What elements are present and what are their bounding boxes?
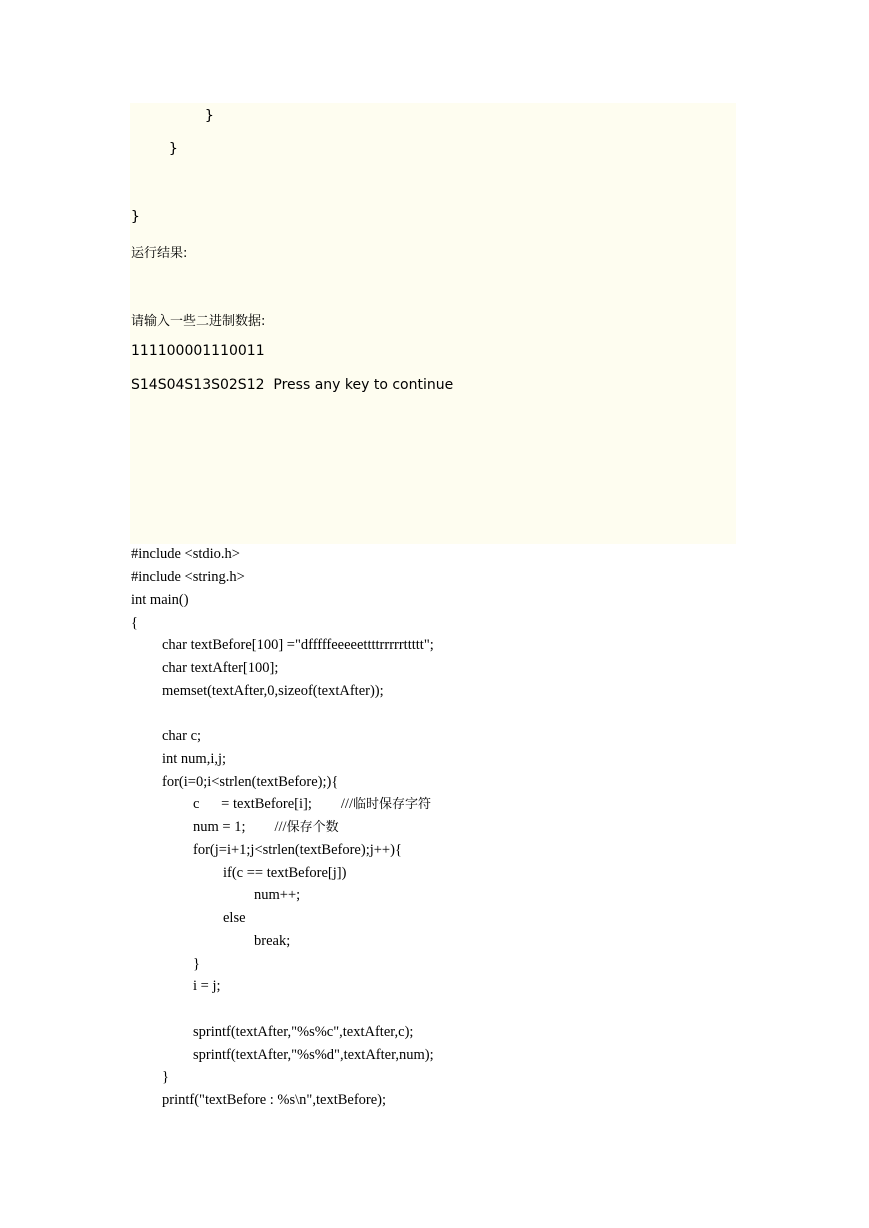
output-value: S14S04S13S02S12 Press any key to continue [131, 377, 454, 393]
code-line [193, 796, 431, 813]
code-line: char textAfter[100]; [162, 660, 279, 676]
code-line: } [193, 956, 200, 972]
code-line: i = j; [193, 978, 221, 994]
input-prompt: 请输入一些二进制数据: [131, 314, 266, 329]
code-line: int main() [131, 592, 189, 608]
code-line: num++; [254, 887, 301, 903]
code-line: char textBefore[100] ="dfffffeeeeettttrrrrrttttt"; [162, 637, 434, 653]
closing-brace-mid: } [169, 141, 178, 157]
code-line: printf("textBefore : %s\n",textBefore); [162, 1092, 387, 1108]
code-line: char c; [162, 728, 202, 744]
closing-brace-outer: } [131, 209, 140, 225]
code-line: #include <stdio.h> [131, 546, 240, 562]
closing-brace-inner: } [205, 108, 214, 124]
code-line: break; [254, 933, 291, 949]
code-line: sprintf(textAfter,"%s%c",textAfter,c); [193, 1024, 414, 1040]
code-line: { [131, 615, 138, 631]
code-segment: c = textBefore[i]; /// [193, 796, 353, 812]
code-line: #include <string.h> [131, 569, 245, 585]
code-line: } [162, 1069, 169, 1085]
input-value: 111100001110011 [131, 343, 265, 359]
code-line: for(i=0;i<strlen(textBefore);){ [162, 774, 339, 790]
code-line: sprintf(textAfter,"%s%d",textAfter,num); [193, 1047, 434, 1063]
code-comment: 临时保存字符 [352, 797, 431, 812]
code-segment: num = 1; /// [193, 819, 287, 835]
code-comment: 保存个数 [286, 820, 339, 835]
code-line: int num,i,j; [162, 751, 227, 767]
code-line: memset(textAfter,0,sizeof(textAfter)); [162, 683, 384, 699]
code-line: else [223, 910, 246, 926]
result-label: 运行结果: [131, 246, 188, 261]
code-line: for(j=i+1;j<strlen(textBefore);j++){ [193, 842, 402, 858]
code-line: if(c == textBefore[j]) [223, 865, 347, 881]
code-line [193, 819, 339, 836]
